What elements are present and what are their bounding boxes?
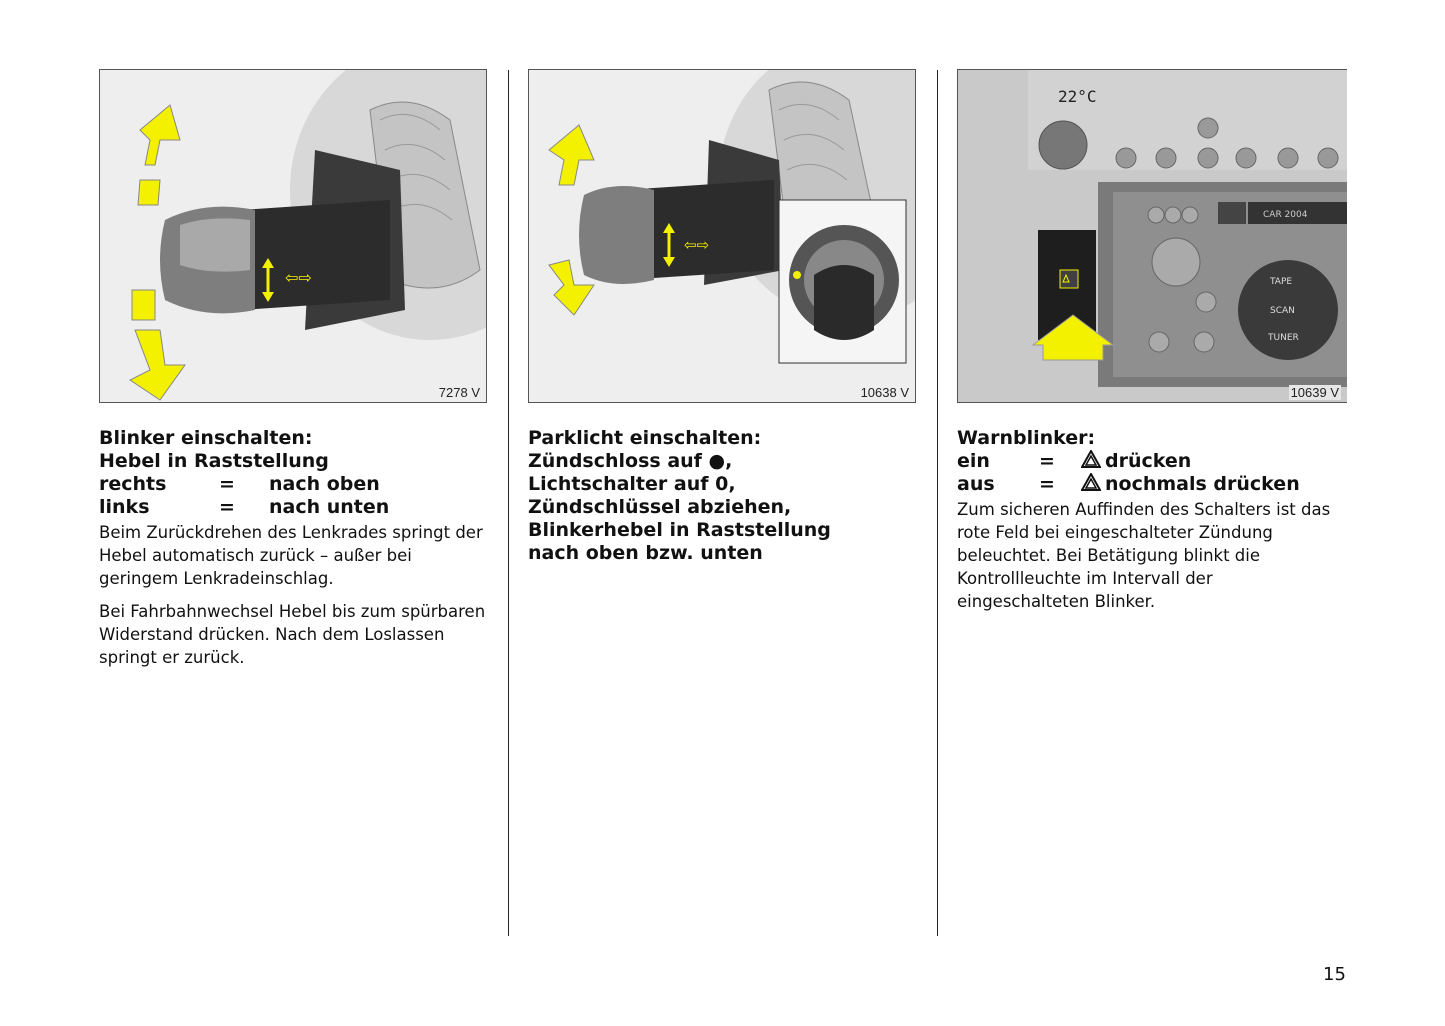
hazard-row (957, 473, 1347, 496)
heading-line: Hebel in Raststellung (99, 450, 329, 472)
row-value: drücken (1105, 450, 1192, 472)
section-heading (957, 427, 1347, 496)
row-key: ein (957, 450, 990, 472)
heading-line: Lichtschalter auf 0, (528, 473, 736, 495)
row-value: nach oben (269, 473, 380, 495)
hazard-triangle-icon (1081, 450, 1101, 468)
heading-line: Parklicht einschalten: (528, 427, 762, 449)
row-equals: = (219, 473, 235, 495)
figure-lever-ignition (528, 69, 916, 403)
page-number: 15 (1323, 964, 1346, 985)
hazard-triangle-icon (1081, 473, 1101, 491)
heading-line: Zündschlüssel abziehen, (528, 496, 792, 518)
row-key: aus (957, 473, 995, 495)
tuner-button-label: TUNER (1268, 333, 1299, 343)
row-key: links (99, 496, 150, 518)
direction-row (99, 496, 489, 519)
radio-label: CAR 2004 (1263, 210, 1308, 220)
column-warnblinker (957, 69, 1347, 613)
hazard-switch-illustration (958, 70, 1347, 402)
column-divider-1 (508, 70, 509, 936)
figure-label: 10638 V (860, 385, 909, 400)
heading-line: Blinker einschalten: (99, 427, 313, 449)
row-value: nochmals drücken (1105, 473, 1300, 495)
figure-label: 7278 V (438, 385, 480, 400)
heading-line: Zündschloss auf ●, (528, 450, 733, 472)
svg-text:⇦⇨: ⇦⇨ (285, 268, 312, 287)
hazard-row (957, 450, 1347, 473)
body-paragraph: Zum sicheren Auffinden des Schalters ist das rote Feld bei eingeschalteter Zündung beleuchtet. Bei Betätigung blinkt die Kontrollleuchte im Intervall der eingeschalteten Blinker. (957, 500, 1331, 611)
body-paragraph: Beim Zurückdrehen des Lenkrades springt der Hebel automatisch zurück – außer bei geringem Lenkradeinschlag. (99, 523, 483, 588)
column-blinker (99, 69, 489, 669)
figure-turn-signal-lever (99, 69, 487, 403)
heading-line: Blinkerhebel in Raststellung (528, 519, 831, 541)
row-value: nach unten (269, 496, 390, 518)
section-heading (99, 427, 489, 519)
heading-line: nach oben bzw. unten (528, 542, 763, 564)
lever-ignition-illustration (529, 70, 915, 402)
tape-button-label: TAPE (1270, 277, 1293, 287)
direction-row (99, 473, 489, 496)
figure-label: 10639 V (1290, 385, 1339, 400)
column-divider-2 (937, 70, 938, 936)
body-paragraph: Bei Fahrbahnwechsel Hebel bis zum spürbaren Widerstand drücken. Nach dem Loslassen springt er zurück. (99, 602, 486, 667)
svg-text:⇦⇨: ⇦⇨ (684, 236, 710, 254)
row-key: rechts (99, 473, 167, 495)
row-equals: = (1039, 450, 1055, 472)
row-equals: = (1039, 473, 1055, 495)
turn-signal-lever-illustration (100, 70, 486, 402)
scan-button-label: SCAN (1270, 306, 1295, 316)
section-heading (528, 427, 918, 565)
climate-display: 22°C (1058, 87, 1097, 106)
column-parklicht (528, 69, 918, 565)
figure-hazard-switch (957, 69, 1347, 403)
heading-line: Warnblinker: (957, 427, 1096, 449)
row-equals: = (219, 496, 235, 518)
